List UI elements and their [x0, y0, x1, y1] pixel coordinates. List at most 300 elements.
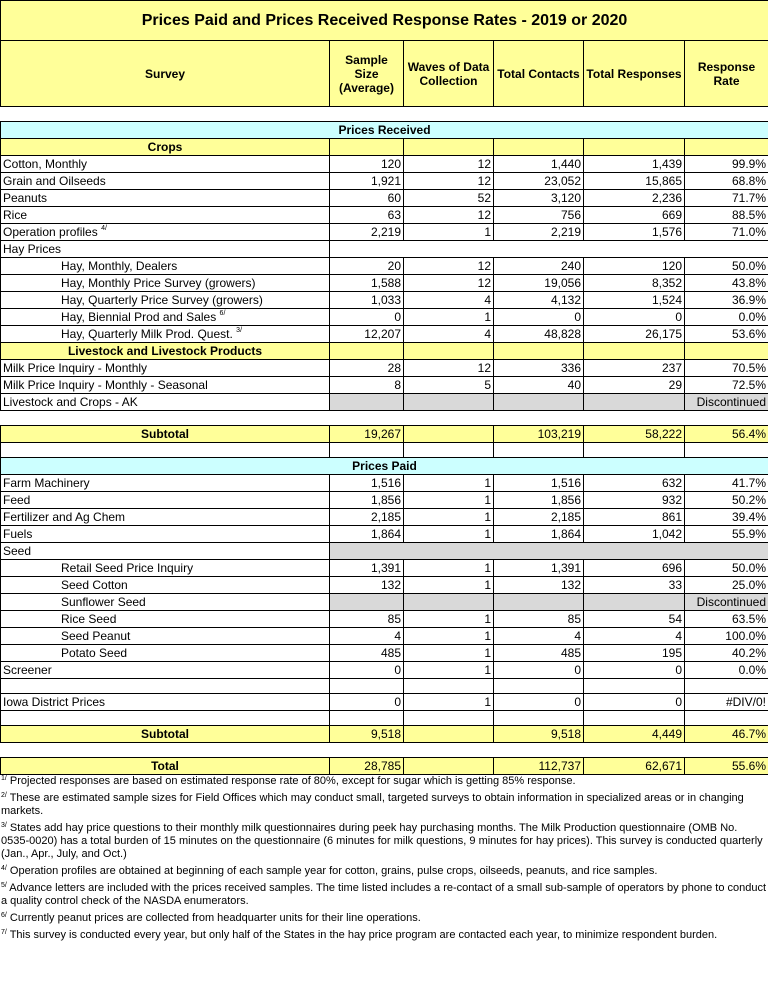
empty-cell: [1, 411, 330, 426]
survey-name-text: Farm Machinery: [3, 475, 90, 490]
empty-cell: [494, 443, 584, 458]
footnote: [1, 912, 767, 925]
value-cell: 4: [584, 628, 685, 645]
footnote-ref: 3/: [236, 326, 243, 334]
survey-name-text: Potato Seed: [61, 645, 128, 660]
value-cell: 40.2%: [685, 645, 768, 662]
livestock-header: [1, 343, 768, 360]
table-row: [1, 509, 768, 526]
empty-cell: [685, 107, 768, 122]
survey-name-text: Milk Price Inquiry - Monthly: [3, 360, 148, 375]
table-row: [1, 224, 768, 241]
value-cell: 237: [584, 360, 685, 377]
survey-name: [1, 628, 330, 645]
footnote-text: States add hay price questions to their monthly milk questionnaires during peek hay purchasing months. The Milk Production questionnaire (OMB No. 0535-0020) has a total burden of 15 minutes on the questionnaire (6 minutes for milk questions, 9 minutes for hay prices). This survey is conducted quarterly (Jan., Apr., July, and Oct.): [1, 822, 763, 860]
value-cell: 72.5%: [685, 377, 768, 394]
empty-cell: [494, 679, 584, 694]
value-cell: 1,524: [584, 292, 685, 309]
value-cell: 12: [404, 360, 494, 377]
value-cell: 85: [330, 611, 404, 628]
value-cell: 46.7%: [685, 726, 768, 743]
table-row: [1, 526, 768, 543]
value-cell: 1,042: [584, 526, 685, 543]
survey-name-text: Seed Peanut: [61, 628, 131, 643]
survey-name-text: Hay, Quarterly Milk Prod. Quest.: [61, 326, 233, 341]
value-cell: 39.4%: [685, 509, 768, 526]
value-cell: 1: [404, 645, 494, 662]
table-row: [1, 258, 768, 275]
empty-cell: [584, 743, 685, 758]
footnote: [1, 929, 767, 942]
value-cell: 58,222: [584, 426, 685, 443]
empty-cell: [685, 711, 768, 726]
survey-name: [1, 526, 330, 543]
value-cell: 195: [584, 645, 685, 662]
header-total-contacts: Total Contacts: [494, 41, 584, 107]
footnote: [1, 775, 767, 788]
table-row: [1, 190, 768, 207]
empty-cell: [404, 107, 494, 122]
empty-cell: [330, 241, 768, 258]
footnote-ref: 4/: [101, 224, 107, 232]
footnote-text: These are estimated sample sizes for Field Offices which may conduct small, targeted surveys to obtain information in specialized areas or in changing markets.: [1, 792, 744, 817]
value-cell: 1,391: [494, 560, 584, 577]
value-cell: 1: [404, 475, 494, 492]
value-cell: 1,588: [330, 275, 404, 292]
survey-name: [1, 292, 330, 309]
value-cell: 861: [584, 509, 685, 526]
survey-name: [1, 224, 330, 241]
empty-cell: [404, 711, 494, 726]
footnote: [1, 792, 767, 818]
value-cell: 29: [584, 377, 685, 394]
value-cell: 36.9%: [685, 292, 768, 309]
empty-cell: [404, 394, 494, 411]
survey-name: [1, 492, 330, 509]
value-cell: 55.9%: [685, 526, 768, 543]
value-cell: 0: [494, 309, 584, 326]
empty-cell: [330, 411, 404, 426]
empty-cell: [494, 139, 584, 156]
survey-name: [1, 694, 330, 711]
crops-header-label: Crops: [1, 139, 330, 156]
value-cell: 756: [494, 207, 584, 224]
value-cell: 1,439: [584, 156, 685, 173]
empty-cell: [494, 711, 584, 726]
value-cell: 23,052: [494, 173, 584, 190]
blank-row: [1, 107, 768, 122]
value-cell: 1: [404, 224, 494, 241]
value-cell: 12: [404, 258, 494, 275]
value-cell: 1: [404, 526, 494, 543]
value-cell: 63: [330, 207, 404, 224]
value-cell: 4: [330, 628, 404, 645]
empty-cell: [584, 139, 685, 156]
header-sample-size: Sample Size (Average): [330, 41, 404, 107]
value-cell: 632: [584, 475, 685, 492]
footnote: [1, 882, 767, 908]
empty-cell: [404, 743, 494, 758]
value-cell: 71.7%: [685, 190, 768, 207]
empty-cell: [330, 743, 404, 758]
survey-name: [1, 190, 330, 207]
value-cell: 71.0%: [685, 224, 768, 241]
empty-cell: [685, 743, 768, 758]
value-cell: 2,236: [584, 190, 685, 207]
discontinued-row: [1, 394, 768, 411]
value-cell: 0: [494, 662, 584, 679]
table-row: [1, 577, 768, 594]
value-cell: 1,864: [494, 526, 584, 543]
value-cell: 103,219: [494, 426, 584, 443]
value-cell: 5: [404, 377, 494, 394]
value-cell: 4: [404, 292, 494, 309]
value-cell: 50.2%: [685, 492, 768, 509]
value-cell: 1: [404, 560, 494, 577]
empty-cell: [1, 711, 330, 726]
value-cell: 1: [404, 662, 494, 679]
table-row: [1, 628, 768, 645]
empty-cell: [1, 679, 330, 694]
empty-cell: [330, 443, 404, 458]
empty-cell: [404, 679, 494, 694]
value-cell: 1: [404, 611, 494, 628]
empty-cell: [685, 343, 768, 360]
value-cell: 0: [584, 694, 685, 711]
empty-cell: [584, 443, 685, 458]
table-row: [1, 173, 768, 190]
table-row: [1, 611, 768, 628]
value-cell: [404, 758, 494, 775]
section-prices-received: [1, 122, 768, 139]
survey-name-text: Fuels: [3, 526, 33, 541]
value-cell: 669: [584, 207, 685, 224]
value-cell: 60: [330, 190, 404, 207]
value-cell: 1,576: [584, 224, 685, 241]
empty-cell: [584, 343, 685, 360]
empty-cell: [330, 139, 404, 156]
survey-name: [1, 645, 330, 662]
value-cell: 132: [494, 577, 584, 594]
value-cell: 1: [404, 577, 494, 594]
empty-cell: [584, 711, 685, 726]
value-cell: 0.0%: [685, 662, 768, 679]
survey-name: [1, 309, 330, 326]
empty-cell: [494, 411, 584, 426]
section-label: Prices Paid: [1, 458, 768, 475]
empty-cell: [494, 743, 584, 758]
value-cell: 41.7%: [685, 475, 768, 492]
value-cell: 0: [494, 694, 584, 711]
value-cell: 8: [330, 377, 404, 394]
table-title: Prices Paid and Prices Received Response Rates - 2019 or 2020: [1, 1, 768, 41]
value-cell: 62,671: [584, 758, 685, 775]
blank-row: [1, 411, 768, 426]
value-cell: 1,516: [330, 475, 404, 492]
status-cell: Discontinued: [685, 594, 768, 611]
survey-name-text: Retail Seed Price Inquiry: [61, 560, 194, 575]
value-cell: 2,219: [494, 224, 584, 241]
table-row: [1, 377, 768, 394]
survey-name: [1, 509, 330, 526]
value-cell: 12: [404, 207, 494, 224]
table-row: [1, 156, 768, 173]
value-cell: 12: [404, 156, 494, 173]
value-cell: 8,352: [584, 275, 685, 292]
value-cell: 2,185: [494, 509, 584, 526]
empty-cell: [404, 594, 494, 611]
empty-cell: [330, 543, 768, 560]
empty-cell: [1, 443, 330, 458]
survey-name: [1, 560, 330, 577]
table-row: [1, 492, 768, 509]
empty-cell: [1, 743, 330, 758]
empty-cell: [494, 394, 584, 411]
empty-cell: [330, 594, 404, 611]
survey-name-text: Hay, Quarterly Price Survey (growers): [61, 292, 263, 307]
value-cell: 1,516: [494, 475, 584, 492]
header-waves: Waves of Data Collection: [404, 41, 494, 107]
value-cell: 55.6%: [685, 758, 768, 775]
empty-cell: [584, 594, 685, 611]
survey-name-text: Hay, Biennial Prod and Sales: [61, 309, 217, 324]
survey-name-text: Hay, Monthly, Dealers: [61, 258, 178, 273]
value-cell: 48,828: [494, 326, 584, 343]
value-cell: 19,267: [330, 426, 404, 443]
empty-cell: [685, 139, 768, 156]
discontinued-row: [1, 594, 768, 611]
status-cell: Discontinued: [685, 394, 768, 411]
blank-row: [1, 711, 768, 726]
value-cell: 240: [494, 258, 584, 275]
value-cell: 15,865: [584, 173, 685, 190]
value-cell: 25.0%: [685, 577, 768, 594]
value-cell: 50.0%: [685, 560, 768, 577]
survey-name: [1, 360, 330, 377]
table-row: [1, 275, 768, 292]
table-row: [1, 326, 768, 343]
value-cell: 53.6%: [685, 326, 768, 343]
value-cell: 696: [584, 560, 685, 577]
value-cell: 4: [494, 628, 584, 645]
total-row: [1, 758, 768, 775]
survey-name: [1, 275, 330, 292]
value-cell: 0: [330, 662, 404, 679]
empty-cell: [330, 711, 404, 726]
value-cell: 4,132: [494, 292, 584, 309]
value-cell: 20: [330, 258, 404, 275]
value-cell: 485: [330, 645, 404, 662]
value-cell: 68.8%: [685, 173, 768, 190]
header-total-responses: Total Responses: [584, 41, 685, 107]
value-cell: 4: [404, 326, 494, 343]
blank-row: [1, 743, 768, 758]
table-row: [1, 694, 768, 711]
survey-name-text: Rice: [3, 207, 28, 222]
subtotal-row-label: Subtotal: [1, 726, 330, 743]
value-cell: 50.0%: [685, 258, 768, 275]
hay-prices-header: [1, 241, 768, 258]
footnote-number: 5/: [1, 882, 7, 889]
survey-name: [1, 377, 330, 394]
value-cell: 485: [494, 645, 584, 662]
value-cell: 1,033: [330, 292, 404, 309]
value-cell: #DIV/0!: [685, 694, 768, 711]
value-cell: 40: [494, 377, 584, 394]
survey-name: [1, 326, 330, 343]
value-cell: 0: [330, 694, 404, 711]
survey-name-text: Seed Cotton: [61, 577, 128, 592]
value-cell: 1,856: [494, 492, 584, 509]
survey-name: Sunflower Seed: [1, 594, 330, 611]
survey-name: Livestock and Crops - AK: [1, 394, 330, 411]
value-cell: [404, 726, 494, 743]
value-cell: 120: [584, 258, 685, 275]
value-cell: 0.0%: [685, 309, 768, 326]
table-row: [1, 360, 768, 377]
value-cell: 932: [584, 492, 685, 509]
value-cell: 28,785: [330, 758, 404, 775]
table-row: [1, 207, 768, 224]
survey-name: [1, 258, 330, 275]
value-cell: 1,440: [494, 156, 584, 173]
seed-label: Seed: [1, 543, 330, 560]
value-cell: [404, 426, 494, 443]
empty-cell: [330, 343, 404, 360]
empty-cell: [685, 411, 768, 426]
value-cell: 100.0%: [685, 628, 768, 645]
survey-name-text: Rice Seed: [61, 611, 117, 626]
empty-cell: [404, 443, 494, 458]
value-cell: 1: [404, 628, 494, 645]
value-cell: 99.9%: [685, 156, 768, 173]
value-cell: 1,864: [330, 526, 404, 543]
value-cell: 1: [404, 492, 494, 509]
survey-name: [1, 173, 330, 190]
value-cell: 0: [330, 309, 404, 326]
value-cell: 54: [584, 611, 685, 628]
survey-name-text: Milk Price Inquiry - Monthly - Seasonal: [3, 377, 208, 392]
value-cell: 112,737: [494, 758, 584, 775]
value-cell: 70.5%: [685, 360, 768, 377]
empty-cell: [584, 107, 685, 122]
crops-header: [1, 139, 768, 156]
value-cell: 26,175: [584, 326, 685, 343]
value-cell: 1,921: [330, 173, 404, 190]
table-row: [1, 292, 768, 309]
value-cell: 2,219: [330, 224, 404, 241]
value-cell: 3,120: [494, 190, 584, 207]
footnote-number: 6/: [1, 912, 7, 919]
empty-cell: [404, 411, 494, 426]
value-cell: 56.4%: [685, 426, 768, 443]
footnote-text: Operation profiles are obtained at beginning of each sample year for cotton, grains, pulse crops, oilseeds, peanuts, and rice samples.: [9, 865, 658, 877]
empty-cell: [494, 594, 584, 611]
survey-name-text: Operation profiles: [3, 224, 98, 239]
total-row-label: Total: [1, 758, 330, 775]
subtotal-row: [1, 426, 768, 443]
value-cell: 120: [330, 156, 404, 173]
blank-row: [1, 443, 768, 458]
empty-cell: [1, 107, 330, 122]
footnotes: [0, 775, 768, 942]
survey-name-text: Peanuts: [3, 190, 48, 205]
section-label: Prices Received: [1, 122, 768, 139]
table-row: [1, 662, 768, 679]
survey-name: [1, 475, 330, 492]
header-response-rate: Response Rate: [685, 41, 768, 107]
value-cell: 33: [584, 577, 685, 594]
footnote-number: 1/: [1, 775, 7, 782]
value-cell: 9,518: [494, 726, 584, 743]
survey-name-text: Screener: [3, 662, 52, 677]
empty-cell: [584, 411, 685, 426]
value-cell: 1,391: [330, 560, 404, 577]
value-cell: 2,185: [330, 509, 404, 526]
value-cell: 19,056: [494, 275, 584, 292]
survey-name-text: Cotton, Monthly: [3, 156, 88, 171]
value-cell: 12: [404, 275, 494, 292]
survey-name: [1, 156, 330, 173]
footnote-number: 2/: [1, 792, 7, 799]
value-cell: 1: [404, 309, 494, 326]
hay-prices-label: Hay Prices: [1, 241, 330, 258]
empty-cell: [330, 679, 404, 694]
value-cell: 52: [404, 190, 494, 207]
empty-cell: [330, 107, 404, 122]
header-survey: Survey: [1, 41, 330, 107]
table-row: [1, 475, 768, 492]
empty-cell: [685, 679, 768, 694]
subtotal-row: [1, 726, 768, 743]
value-cell: 4,449: [584, 726, 685, 743]
footnote-ref: 6/: [219, 309, 226, 317]
table-row: [1, 560, 768, 577]
footnote-text: Advance letters are included with the prices received samples. The time listed includes a re-contact of a small sub-sample of operators by phone to conduct a quality control check of the NASDA enumerators.: [1, 882, 767, 907]
empty-cell: [494, 343, 584, 360]
section-prices-paid: [1, 458, 768, 475]
empty-cell: [330, 394, 404, 411]
value-cell: 63.5%: [685, 611, 768, 628]
footnote-text: This survey is conducted every year, but only half of the States in the hay price program are contacted each year, to minimize respondent burden.: [9, 929, 718, 941]
empty-cell: [494, 107, 584, 122]
subtotal-row-label: Subtotal: [1, 426, 330, 443]
value-cell: 85: [494, 611, 584, 628]
footnote: [1, 865, 767, 878]
value-cell: 0: [584, 662, 685, 679]
empty-cell: [685, 443, 768, 458]
survey-name-text: Grain and Oilseeds: [3, 173, 106, 188]
footnote: [1, 822, 767, 861]
survey-name: [1, 577, 330, 594]
survey-name-text: Hay, Monthly Price Survey (growers): [61, 275, 256, 290]
survey-name: [1, 611, 330, 628]
survey-name-text: Fertilizer and Ag Chem: [3, 509, 126, 524]
value-cell: 28: [330, 360, 404, 377]
livestock-header-label: Livestock and Livestock Products: [1, 343, 330, 360]
footnote-number: 4/: [1, 865, 7, 872]
value-cell: 0: [584, 309, 685, 326]
empty-cell: [404, 139, 494, 156]
value-cell: 12,207: [330, 326, 404, 343]
footnote-number: 3/: [1, 822, 7, 829]
value-cell: 336: [494, 360, 584, 377]
value-cell: 132: [330, 577, 404, 594]
survey-name-text: Feed: [3, 492, 31, 507]
empty-cell: [404, 343, 494, 360]
survey-name-text: Iowa District Prices: [3, 694, 106, 709]
footnote-text: Projected responses are based on estimated response rate of 80%, except for sugar which is getting 85% response.: [9, 775, 576, 787]
